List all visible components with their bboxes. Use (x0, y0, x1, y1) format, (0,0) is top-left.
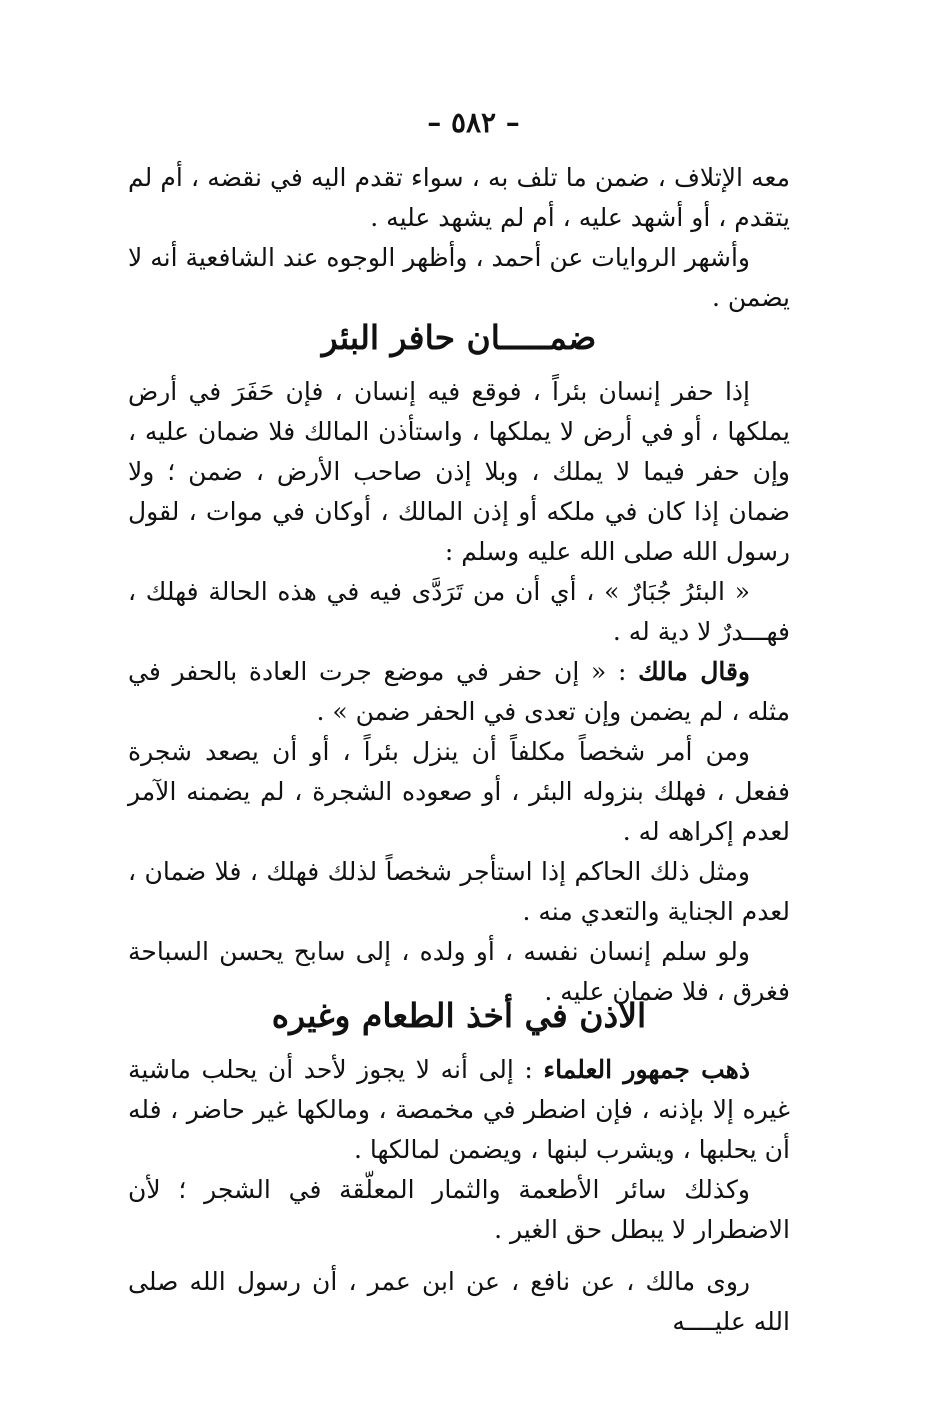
bold-lead: ذهب جمهور العلماء (543, 1055, 750, 1084)
paragraph (128, 1050, 790, 1170)
paragraph-block-3 (128, 1050, 790, 1342)
paragraph: ومثل ذلك الحاكم إذا استأجر شخصاً لذلك فهلك ، فلا ضمان ، لعدم الجناية والتعدي منه . (128, 857, 790, 926)
paragraph-block-2 (128, 372, 790, 1012)
paragraph: روى مالك ، عن نافع ، عن ابن عمر ، أن رسول الله صلى الله عليــــه (128, 1267, 790, 1336)
paragraph: معه الإتلاف ، ضمن ما تلف به ، سواء تقدم اليه في نقضه ، أم لم يتقدم ، أو أشهد عليه ، أم لم يشهد عليه . (128, 163, 790, 232)
paragraph: وكذلك سائر الأطعمة والثمار المعلّقة في الشجر ؛ لأن الاضطرار لا يبطل حق الغير . (128, 1175, 790, 1244)
paragraph: « البئرُ جُبَارٌ » ، أي أن من تَرَدَّى فيه في هذه الحالة فهلك ، فهـــدرٌ لا دية له . (128, 577, 790, 646)
paragraph: ومن أمر شخصاً مكلفاً أن ينزل بئراً ، أو أن يصعد شجرة ففعل ، فهلك بنزوله البئر ، أو صعوده الشجرة ، لم يضمنه الآمر لعدم إكراهه له . (128, 737, 790, 846)
paragraph-rest: : إلى أنه لا يجوز لأحد أن يحلب ماشية غيره إلا بإذنه ، فإن اضطر في مخمصة ، ومالكها غير حاضر ، فله أن يحلبها ، ويشرب لبنها ، ويضمن لمالكها . (128, 1055, 790, 1164)
paragraph: وأشهر الروايات عن أحمد ، وأظهر الوجوه عند الشافعية أنه لا يضمن . (128, 243, 790, 312)
page-number: – ٥٨٢ – (427, 106, 520, 139)
paragraph-rest: : « إن حفر في موضع جرت العادة بالحفر في مثله ، لم يضمن وإن تعدى في الحفر ضمن » . (128, 657, 790, 726)
paragraph: ولو سلم إنسان نفسه ، أو ولده ، إلى سابح يحسن السباحة فغرق ، فلا ضمان عليه . (128, 937, 790, 1006)
paragraph: إذا حفر إنسان بئراً ، فوقع فيه إنسان ، فإن حَفَرَ في أرض يملكها ، أو في أرض لا يملكها ، واستأذن المالك فلا ضمان عليه ، وإن حفر فيما لا يملك ، وبلا إذن صاحب الأرض ، ضمن ؛ ولا ضمان إذا كان في ملكه أو إذن المالك ، أوكان في موات ، لقول رسول الله صلى الله عليه وسلم : (128, 377, 790, 566)
paragraph (128, 652, 790, 732)
bold-lead: وقال مالك (638, 657, 751, 686)
section-heading-permission: الاذن في أخذ الطعام وغيره (271, 996, 647, 1035)
section-heading-well-digger: ضمـــــان حافر البئر (321, 318, 597, 357)
paragraph-block-1 (128, 158, 790, 318)
